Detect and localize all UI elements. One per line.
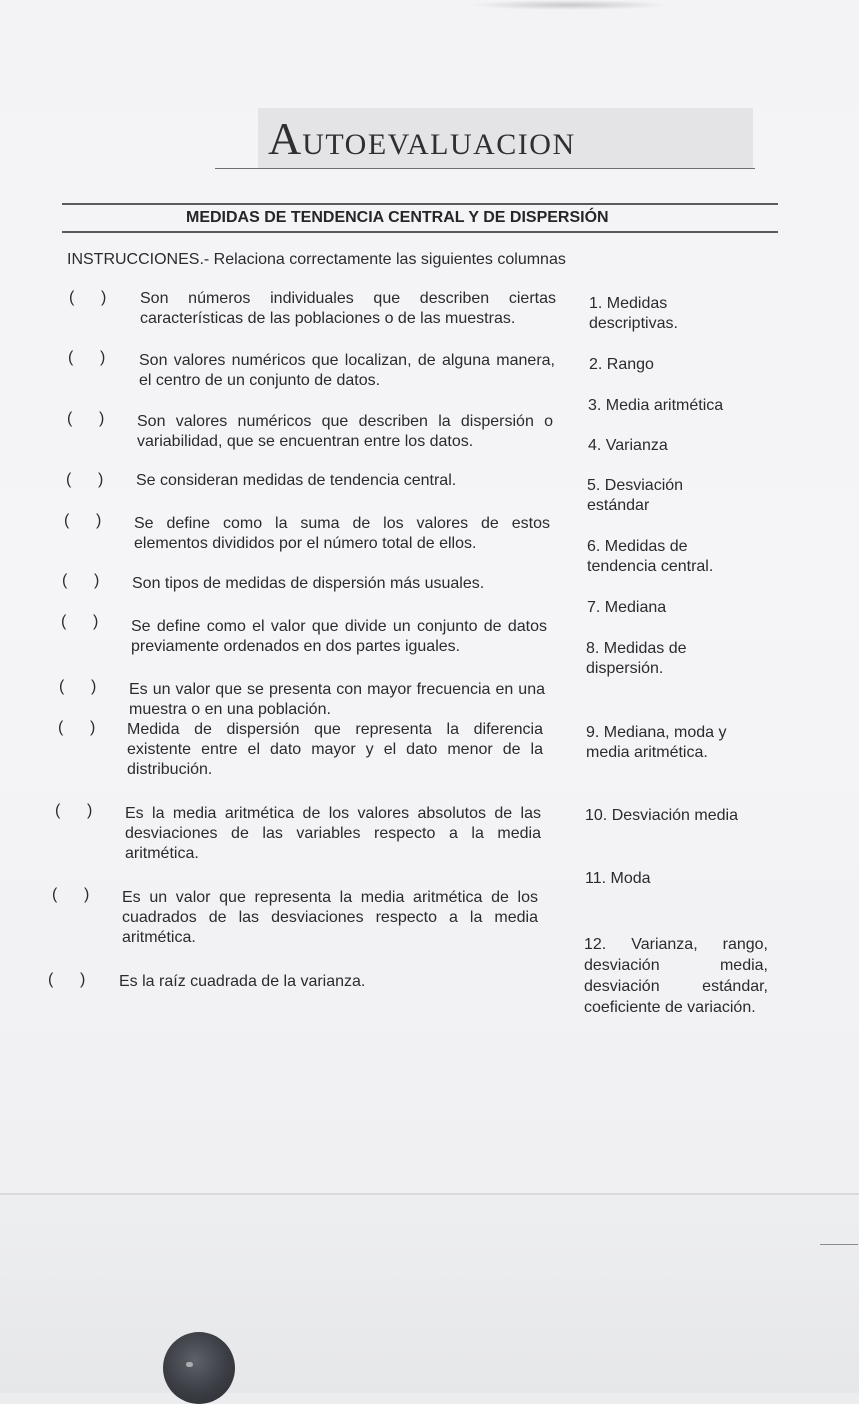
- option-8: 8. Medidas de dispersión.: [586, 640, 687, 677]
- option-2: 2. Rango: [589, 356, 654, 373]
- answer-blank-11[interactable]: ( ): [52, 886, 90, 903]
- statement-11: Es un valor que representa la media aritmética de los cuadrados de las desviaciones respecto a la media aritmética.: [122, 889, 538, 946]
- statement-4: Se consideran medidas de tendencia central.: [136, 472, 457, 489]
- thumb-glint: [186, 1362, 193, 1367]
- answer-blank-4[interactable]: ( ): [66, 471, 104, 488]
- option-1: 1. Medidas descriptivas.: [589, 295, 678, 332]
- answer-blank-9[interactable]: ( ): [58, 719, 96, 736]
- subtitle-rule-bottom: [62, 231, 778, 233]
- option-4: 4. Varianza: [588, 437, 668, 454]
- statement-5: Se define como la suma de los valores de estos elementos divididos por el número total de ellos.: [134, 515, 550, 552]
- option-3: 3. Media aritmética: [588, 397, 724, 414]
- answer-blank-12[interactable]: ( ): [48, 971, 86, 988]
- statement-9: Medida de dispersión que representa la diferencia existente entre el dato mayor y el dato menor de la distribución.: [127, 721, 543, 778]
- statement-8: Es un valor que se presenta con mayor frecuencia en una muestra o en una población.: [129, 681, 545, 718]
- option-11: 11. Moda: [585, 870, 651, 887]
- paper-scuff: [470, 0, 670, 10]
- answer-blank-6[interactable]: ( ): [62, 572, 100, 589]
- page-title: AUTOEVALUACION: [268, 113, 576, 164]
- subtitle-rule-top: [62, 203, 778, 205]
- answer-blank-8[interactable]: ( ): [59, 678, 97, 695]
- title-underline: [215, 168, 755, 169]
- option-12: 12. Varianza, rango, desviación media, desviación estándar, coeficiente de variación.: [584, 936, 768, 1016]
- statement-2: Son valores numéricos que localizan, de alguna manera, el centro de un conjunto de datos.: [139, 352, 555, 389]
- background-mark: [820, 1244, 858, 1245]
- statement-7: Se define como el valor que divide un conjunto de datos previamente ordenados en dos partes iguales.: [131, 618, 547, 655]
- statement-3: Son valores numéricos que describen la dispersión o variabilidad, que se encuentran entre los datos.: [137, 413, 553, 450]
- answer-blank-1[interactable]: ( ): [69, 289, 107, 306]
- answer-blank-3[interactable]: ( ): [67, 410, 105, 427]
- option-7: 7. Mediana: [587, 599, 667, 616]
- answer-blank-7[interactable]: ( ): [61, 613, 99, 630]
- answer-blank-10[interactable]: ( ): [55, 802, 93, 819]
- statement-10: Es la media aritmética de los valores absolutos de las desviaciones de las variables respecto a la media aritmética.: [125, 805, 541, 862]
- statement-12: Es la raíz cuadrada de la varianza.: [119, 973, 366, 990]
- instructions-text: INSTRUCCIONES.- Relaciona correctamente las siguientes columnas: [67, 251, 566, 268]
- thumb-shadow: [163, 1332, 235, 1404]
- answer-blank-2[interactable]: ( ): [68, 349, 106, 366]
- statement-1: Son números individuales que describen ciertas características de las poblaciones o de las muestras.: [140, 290, 556, 327]
- page-edge: [0, 1193, 859, 1195]
- statement-6: Son tipos de medidas de dispersión más usuales.: [132, 575, 485, 592]
- option-9: 9. Mediana, moda y media aritmética.: [586, 724, 727, 761]
- option-5: 5. Desviación estándar: [587, 477, 684, 514]
- option-10: 10. Desviación media: [585, 807, 738, 824]
- option-6: 6. Medidas de tendencia central.: [587, 538, 714, 575]
- answer-blank-5[interactable]: ( ): [64, 512, 102, 529]
- section-subtitle: MEDIDAS DE TENDENCIA CENTRAL Y DE DISPERSIÓN: [186, 209, 609, 226]
